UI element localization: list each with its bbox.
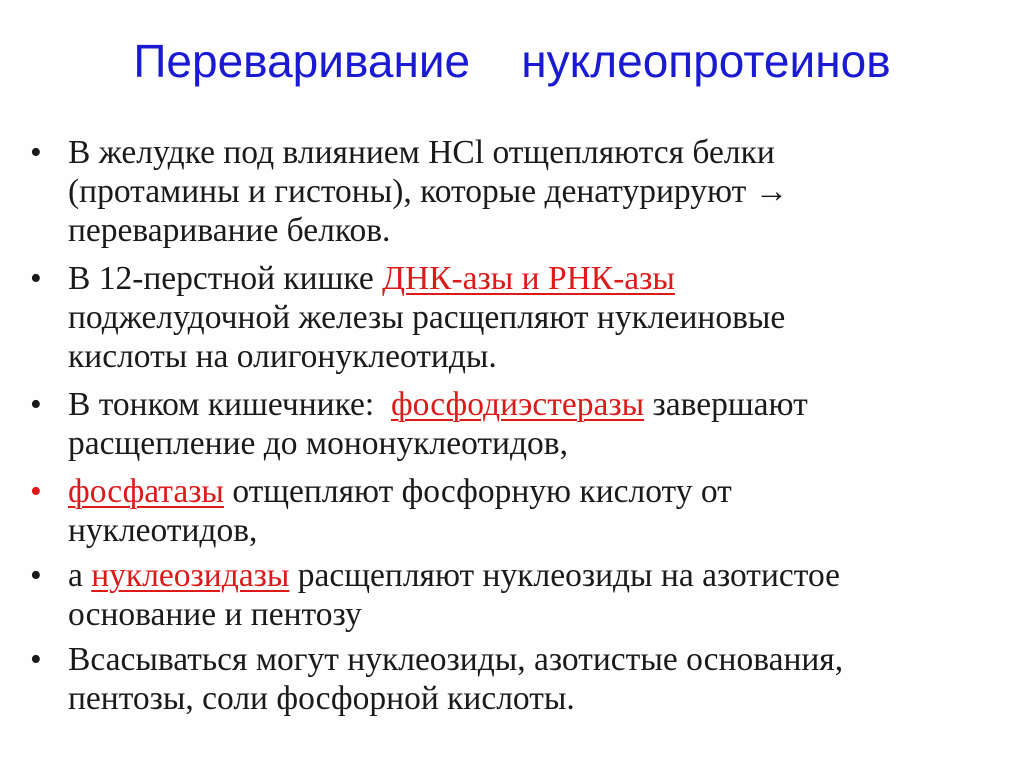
bullet-line-prefix: В тонком кишечнике: <box>68 386 391 423</box>
bullet-stomach <box>0 133 1024 250</box>
bullet-line: В желудке под влиянием HCl отщепляются белки <box>68 134 775 171</box>
bullet-line-prefix: В 12-перстной кишке <box>68 260 383 297</box>
highlight-phosphatases: фосфатазы <box>68 473 224 510</box>
bullet-line: расщепление до мононуклеотидов, <box>68 425 568 462</box>
bullet-line: поджелудочной железы расщепляют нуклеиновые <box>68 299 786 336</box>
bullet-line: кислоты на олигонуклеотиды. <box>68 338 497 375</box>
bullet-marker: • <box>30 134 42 171</box>
bullet-marker: • <box>30 641 42 678</box>
bullet-line-suffix: завершают <box>644 386 808 423</box>
bullet-small-intestine <box>0 385 1024 463</box>
bullet-duodenum <box>0 259 1024 376</box>
bullet-marker: • <box>30 386 42 423</box>
bullet-line-suffix: отщепляют фосфорную кислоту от <box>223 473 732 510</box>
bullet-list <box>0 133 1024 724</box>
bullet-marker: • <box>30 473 42 510</box>
bullet-phosphatases <box>0 472 1024 550</box>
highlight-dnase-rnase: ДНК-азы и РНК-азы <box>382 260 675 297</box>
bullet-absorption <box>0 640 1024 718</box>
highlight-phosphodiesterases: фосфодиэстеразы <box>390 386 645 423</box>
bullet-line: Всасываться могут нуклеозиды, азотистые основания, <box>68 641 844 678</box>
bullet-line-prefix: а <box>68 557 92 594</box>
bullet-marker: • <box>30 260 42 297</box>
bullet-line: нуклеотидов, <box>68 512 258 549</box>
highlight-nucleosidases: нуклеозидазы <box>91 557 290 594</box>
bullet-nucleosidases <box>0 556 1024 634</box>
bullet-line: пентозы, соли фосфорной кислоты. <box>68 680 575 717</box>
bullet-line: основание и пентозу <box>68 596 362 633</box>
bullet-line-suffix: расщепляют нуклеозиды на азотистое <box>289 557 840 594</box>
bullet-line: переваривание белков. <box>68 212 391 249</box>
slide-title: Переваривание нуклеопротеинов <box>133 35 891 87</box>
bullet-marker: • <box>30 557 42 594</box>
bullet-line: (протамины и гистоны), которые денатурируют → <box>68 173 789 210</box>
